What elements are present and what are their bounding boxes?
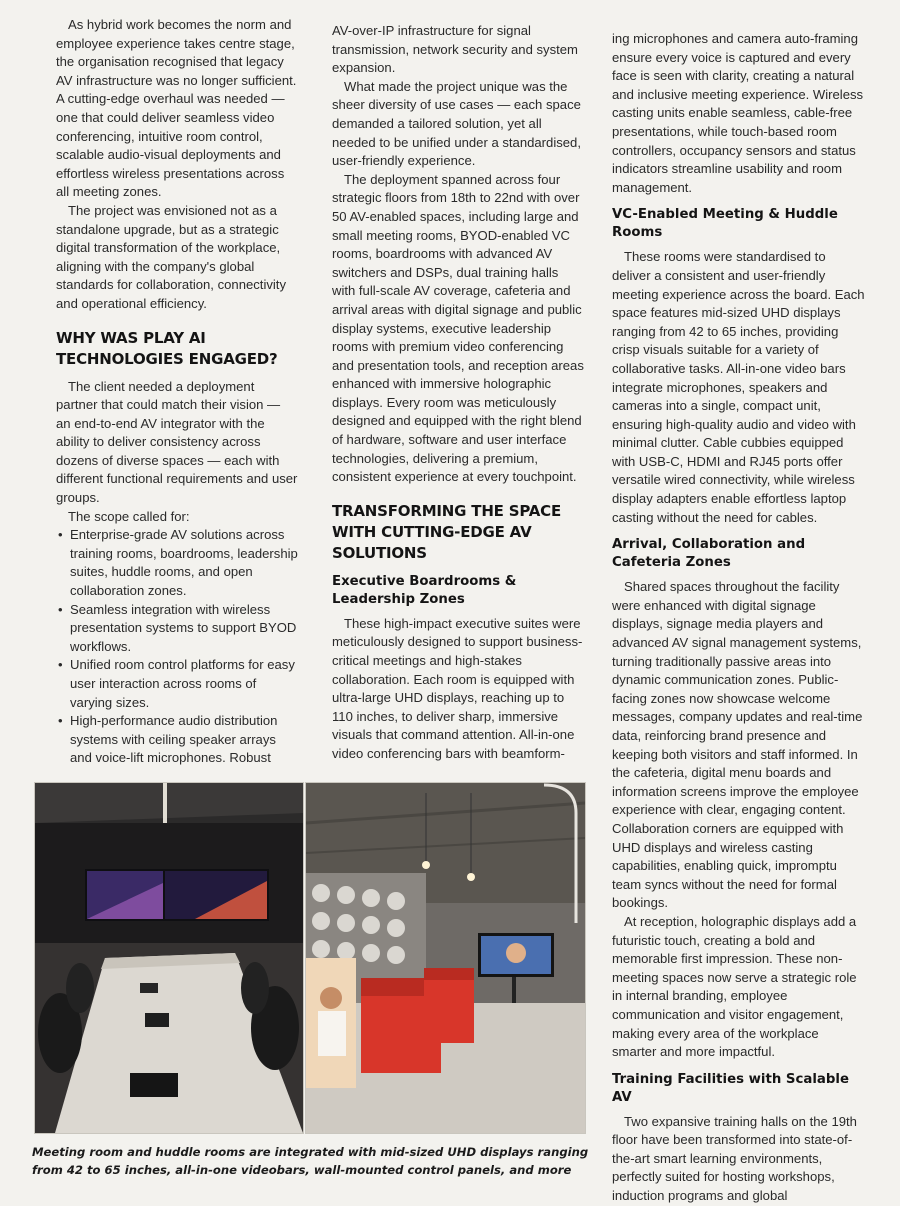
vc-rooms-paragraph: These rooms were standardised to deliver a consistent and user-friendly meeting experience across the board. Each space features mid-sized UHD displays ranging from 42 to 65 inches, providing crisp visuals suitable for a variety of collaborative tasks. All-in-one video bars integrate microphones, speakers and cameras into a single, compact unit, ensuring high-quality audio and video with minimal clutter. Cable cubbies equipped with USB-C, HDMI and RJ45 ports offer versatile wired connectivity, while wireless display adapters enable effortless laptop casting without the need for cables. [612, 249, 865, 525]
subheading-executive-boardrooms: Executive Boardrooms & Leadership Zones [332, 573, 517, 607]
scope-list-item: • Unified room control platforms for easy user interaction across rooms of varying sizes. [70, 656, 298, 712]
continued-paragraph: ing microphones and camera auto-framing ensure every voice is captured and every face is seen with clarity, creating a natural and inclusive meeting experience. Wireless casting units enable seamless, cable-free presentations, while touch-based room controllers, occupancy sensors and status indicators streamline usability and room management. [612, 31, 864, 195]
heading-transforming: TRANSFORMING THE SPACE WITH CUTTING-EDGE AV SOLUTIONS [332, 501, 562, 562]
intro-paragraph-1: As hybrid work becomes the norm and employee experience takes centre stage, the organisation recognised that legacy AV infrastructure was no longer sufficient. A cutting-edge overhaul was needed — one that could deliver seamless video conferencing, intuitive room control, scalable audio-visual deployments and effortless wireless presentations across all meeting zones. [56, 17, 297, 200]
scope-list-item: • Seamless integration with wireless presentation systems to support BYOD workflows. [70, 601, 298, 657]
huddle-area-photo [305, 782, 586, 1134]
unique-paragraph: What made the project unique was the sheer diversity of use cases — each space demanded a tailored solution, yet all needed to be unified under a standardised, user-friendly experience. [332, 78, 581, 169]
figure-caption: Meeting room and huddle rooms are integrated with mid-sized UHD displays ranging from 42 to 65 inches, all-in-one videobars, wall-mounted control panels, and more [32, 1145, 589, 1177]
huddle-area-illustration [306, 783, 585, 1133]
subheading-training-facilities: Training Facilities with Scalable AV [612, 1071, 849, 1105]
meeting-room-illustration [35, 783, 303, 1133]
training-paragraph: Two expansive training halls on the 19th floor have been transformed into state-of-the-art smart learning environments, perfectly suited for hosting workshops, induction programs and global [612, 1113, 857, 1204]
article-column-1 [56, 16, 298, 768]
continued-paragraph: AV-over-IP infrastructure for signal transmission, network security and system expansion. [332, 23, 578, 76]
why-paragraph: The client needed a deployment partner that could match their vision — an end-to-end AV integrator with the ability to deliver consistency across dozens of diverse spaces — each with different functional requirements and user groups. [56, 378, 298, 506]
intro-paragraph-2: The project was envisioned not as a standalone upgrade, but as a strategic digital transformation of the workplace, aligning with the company's global standards for collaboration, connectivity and operational efficiency. [56, 202, 286, 311]
arrival-paragraph-1: Shared spaces throughout the facility were enhanced with digital signage displays, signage media players and advanced AV signal management systems, turning traditionally passive areas into dynamic communication zones. Public-facing zones now showcase welcome messages, company updates and real-time data, reinforcing brand presence and keeping both visitors and staff informed. In the cafeteria, digital menu boards and information screens improve the employee experience with clear, engaging content. Collaboration corners are equipped with UHD displays and wireless casting capabilities, enabling quick, impromptu team syncs without the need for formal bookings. [612, 579, 863, 911]
scope-list [56, 526, 298, 768]
heading-why-engaged: WHY WAS PLAY AI TECHNOLOGIES ENGAGED? [56, 328, 278, 368]
deployment-paragraph: The deployment spanned across four strategic floors from 18th to 22nd with over 50 AV-enabled spaces, including large and small meeting rooms, BYOD-enabled VC rooms, boardrooms with advanced AV switchers and DSPs, dual training halls with full-scale AV coverage, cafeteria and arrival areas with digital signage and public display systems, executive leadership rooms with premium video conferencing and presentation tools, and reception areas enhanced with immersive holographic displays. Every room was meticulously designed and equipped with the right blend of hardware, software and user interface technologies, delivering a premium, consistent experience at every touchpoint. [332, 171, 584, 485]
arrival-paragraph-2: At reception, holographic displays add a futuristic touch, creating a bold and memorable first impression. These non-meeting spaces now serve a strategic role in internal branding, employee communication and visitor engagement, making every area of the workplace smarter and more impactful. [612, 913, 857, 1060]
scope-intro: The scope called for: [68, 508, 190, 524]
article-column-3 [612, 30, 866, 1206]
subheading-arrival-zones: Arrival, Collaboration and Cafeteria Zones [612, 537, 806, 571]
article-column-2 [332, 22, 584, 764]
scope-list-item: • Enterprise-grade AV solutions across training rooms, boardrooms, leadership suites, huddle rooms, and open collaboration zones. [70, 526, 298, 600]
executive-paragraph: These high-impact executive suites were meticulously designed to support business-critical meetings and high-stakes collaboration. Each room is equipped with ultra-large UHD displays, reaching up to 110 inches, to deliver sharp, immersive visuals that command attention. All-in-one video conferencing bars with beamform- [332, 615, 583, 761]
scope-list-item: • High-performance audio distribution systems with ceiling speaker arrays and voice-lift microphones. Robust [70, 712, 298, 768]
meeting-room-photo [34, 782, 304, 1134]
subheading-vc-enabled-rooms: VC-Enabled Meeting & Huddle Rooms [612, 207, 838, 241]
